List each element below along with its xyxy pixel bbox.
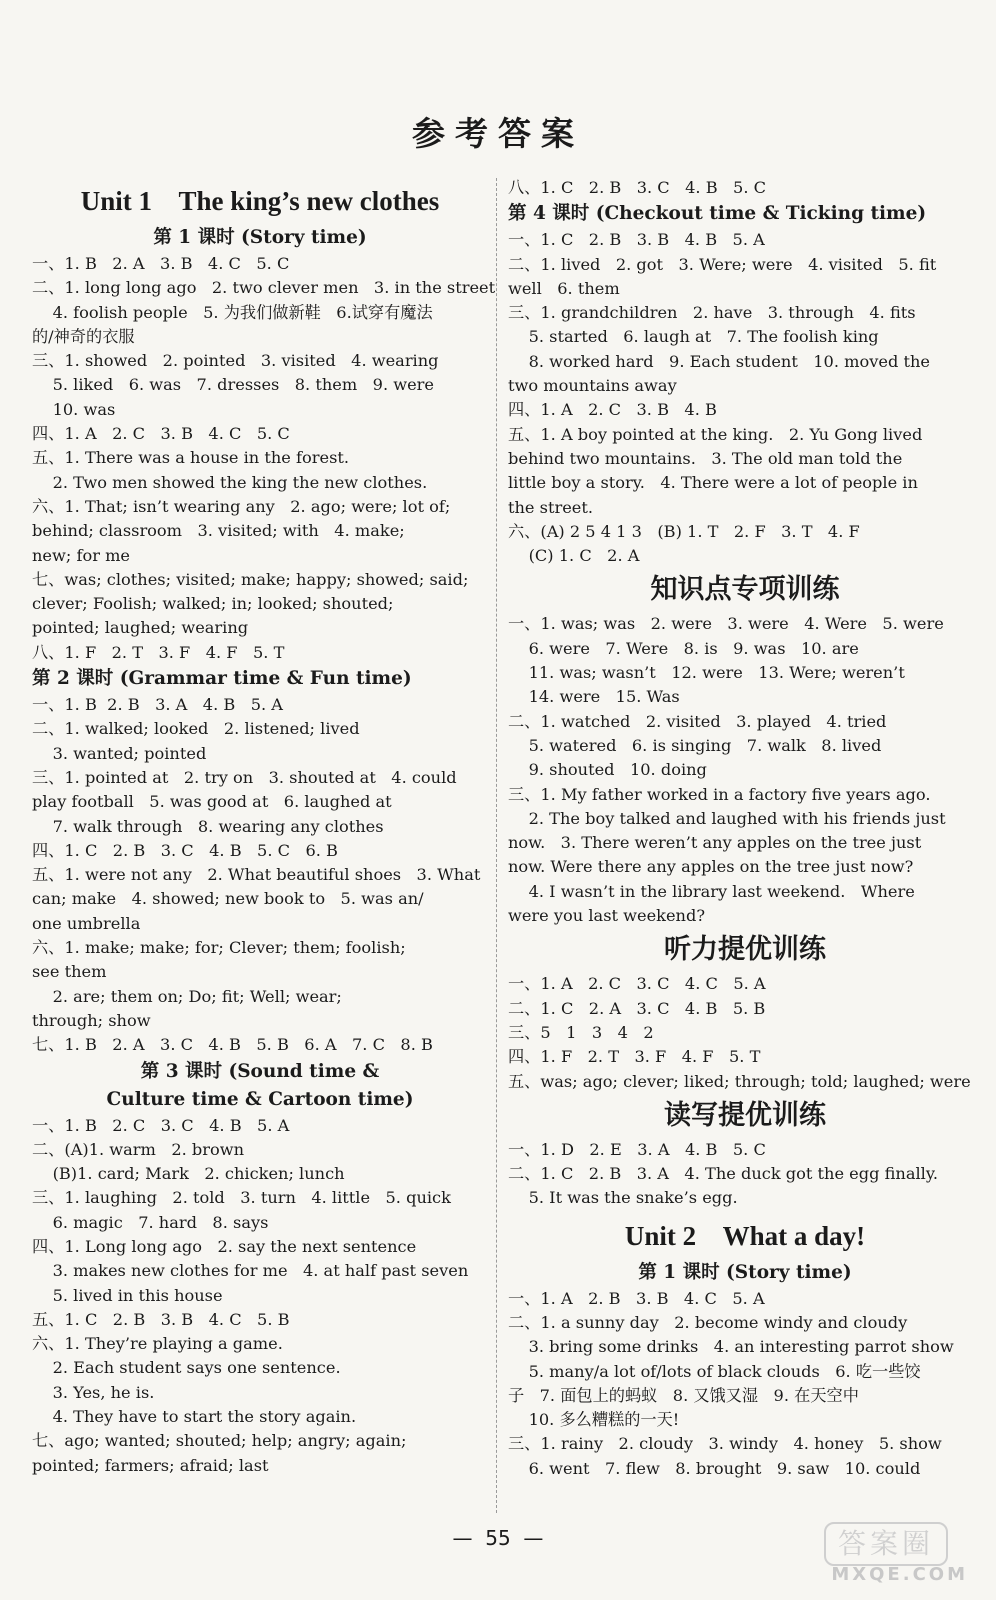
listening-training-answers bbox=[508, 972, 982, 1093]
answer-line: 五、1. There was a house in the forest. bbox=[32, 448, 350, 468]
lesson-1-answers bbox=[32, 252, 496, 665]
answer-line: 五、1. C 2. B 3. B 4. C 5. B bbox=[32, 1309, 290, 1329]
answer-line: 二、1. C 2. B 3. A 4. The duck got the egg finally. bbox=[508, 1164, 939, 1184]
answer-line: 四、1. A 2. C 3. B 4. C 5. C bbox=[32, 424, 290, 444]
unit-2-title: Unit 2 What a day! bbox=[624, 1220, 866, 1251]
page-title: 参考答案 bbox=[412, 114, 584, 153]
answer-line: 一、1. B 2. A 3. B 4. C 5. C bbox=[32, 254, 290, 273]
answer-line: 五、was; ago; clever; liked; through; told; laughed; were bbox=[508, 1071, 971, 1091]
answer-line: 5. many/a lot of/lots of black clouds 6. 吃一些饺 bbox=[508, 1361, 921, 1381]
answer-line: 5. lived in this house bbox=[32, 1285, 223, 1305]
answer-line: 四、1. A 2. C 3. B 4. B bbox=[508, 400, 717, 420]
answer-line: little boy a story. 4. There were a lot of people in bbox=[508, 473, 918, 493]
answer-line: clever; Foolish; walked; in; looked; shouted; bbox=[32, 594, 394, 614]
answer-line: behind; classroom 3. visited; with 4. make; bbox=[32, 521, 405, 541]
listening-training-title: 听力提优训练 bbox=[664, 934, 826, 966]
answer-line: 2. Two men showed the king the new clothes. bbox=[32, 472, 428, 492]
answer-line: 一、1. D 2. E 3. A 4. B 5. C bbox=[508, 1139, 766, 1159]
answer-line: 一、1. A 2. C 3. C 4. C 5. A bbox=[508, 974, 766, 994]
reading-writing-training-answers bbox=[508, 1138, 982, 1211]
answer-line: 八、1. F 2. T 3. F 4. F 5. T bbox=[32, 642, 285, 662]
answer-line: 五、1. A boy pointed at the king. 2. Yu Gong lived bbox=[508, 424, 923, 444]
answer-line: 二、1. a sunny day 2. become windy and cloudy bbox=[508, 1312, 908, 1332]
answer-line: 10. 多么糟糕的一天! bbox=[508, 1410, 680, 1430]
lesson-1-title: 第 1 课时 (Story time) bbox=[153, 227, 367, 248]
answer-line: 3. Yes, he is. bbox=[32, 1382, 155, 1402]
answer-line: 三、1. My father worked in a factory five years ago. bbox=[508, 784, 931, 804]
lesson-3-title-line-1: 第 3 课时 (Sound time & bbox=[140, 1060, 380, 1082]
answer-line: the street. bbox=[508, 497, 594, 517]
answer-line: 2. are; them on; Do; fit; Well; wear; bbox=[32, 986, 342, 1006]
answer-line: 七、1. B 2. A 3. C 4. B 5. B 6. A 7. C 8. B bbox=[32, 1035, 433, 1055]
answer-line: play football 5. was good at 6. laughed at bbox=[32, 792, 392, 812]
answer-line: 2. Each student says one sentence. bbox=[32, 1358, 341, 1378]
answer-line: 7. walk through 8. wearing any clothes bbox=[32, 816, 384, 836]
answer-line: 10. was bbox=[32, 399, 116, 419]
answer-line: can; make 4. showed; new book to 5. was an/ bbox=[32, 889, 424, 909]
answer-line: 3. bring some drinks 4. an interesting parrot show bbox=[508, 1337, 954, 1357]
answer-line: 11. was; wasn’t 12. were 13. Were; weren’t bbox=[508, 663, 905, 683]
answer-line: 5. It was the snake’s egg. bbox=[508, 1188, 738, 1208]
answer-line: 七、ago; wanted; shouted; help; angry; again; bbox=[32, 1431, 407, 1451]
watermark-site-text: MXQE.COM bbox=[831, 1564, 968, 1585]
answer-line: 四、1. Long long ago 2. say the next sentence bbox=[32, 1236, 417, 1256]
unit-2-lesson-1-answers bbox=[508, 1287, 982, 1481]
answer-line: 3. wanted; pointed bbox=[32, 743, 207, 763]
answer-line: 二、(A)1. warm 2. brown bbox=[32, 1139, 245, 1159]
unit-1-title: Unit 1 The king’s new clothes bbox=[80, 186, 440, 216]
answer-line: pointed; farmers; afraid; last bbox=[32, 1455, 269, 1475]
answer-line: well 6. them bbox=[508, 278, 620, 298]
answer-line: 六、(A) 2 5 4 1 3 (B) 1. T 2. F 3. T 4. F bbox=[508, 521, 860, 541]
lesson-2-title: 第 2 课时 (Grammar time & Fun time) bbox=[32, 668, 412, 690]
answer-line: 5. watered 6. is singing 7. walk 8. lived bbox=[508, 735, 882, 755]
answer-line: 三、5 1 3 4 2 bbox=[508, 1022, 654, 1042]
answer-line: 4. I wasn’t in the library last weekend. Where bbox=[508, 881, 915, 901]
reading-writing-training-title: 读写提优训练 bbox=[664, 1099, 826, 1131]
answer-line: 子 7. 面包上的蚂蚁 8. 又饿又湿 9. 在天空中 bbox=[508, 1385, 859, 1405]
answer-line: 5. started 6. laugh at 7. The foolish king bbox=[508, 327, 879, 347]
column-divider bbox=[496, 178, 497, 1513]
lesson-4-answers bbox=[508, 228, 982, 568]
answer-line: 一、1. C 2. B 3. B 4. B 5. A bbox=[508, 230, 765, 250]
answer-line: 4. foolish people 5. 为我们做新鞋 6.试穿有魔法 bbox=[32, 302, 433, 322]
answer-line: 四、1. C 2. B 3. C 4. B 5. C 6. B bbox=[32, 840, 338, 860]
answer-line: 七、was; clothes; visited; make; happy; showed; said; bbox=[32, 569, 469, 589]
answer-line: 6. magic 7. hard 8. says bbox=[32, 1212, 269, 1232]
answer-line: 三、1. laughing 2. told 3. turn 4. little 5. quick bbox=[32, 1188, 451, 1208]
answer-line: 14. were 15. Was bbox=[508, 687, 680, 707]
answer-line: 的/神奇的衣服 bbox=[32, 326, 135, 346]
lesson-3-title-line-2: Culture time & Cartoon time) bbox=[106, 1088, 414, 1110]
answer-line: one umbrella bbox=[32, 913, 141, 933]
knowledge-training-title: 知识点专项训练 bbox=[650, 574, 840, 606]
answer-line: see them bbox=[32, 962, 107, 982]
answer-line: (B)1. card; Mark 2. chicken; lunch bbox=[32, 1164, 345, 1184]
answer-line: 6. were 7. Were 8. is 9. was 10. are bbox=[508, 638, 859, 658]
answer-line: 3. makes new clothes for me 4. at half past seven bbox=[32, 1261, 469, 1281]
answer-line: 4. They have to start the story again. bbox=[32, 1407, 357, 1427]
answer-line: 六、1. That; isn’t wearing any 2. ago; were; lot of; bbox=[32, 496, 451, 516]
answer-line: pointed; laughed; wearing bbox=[32, 618, 249, 638]
answer-line: 二、1. walked; looked 2. listened; lived bbox=[32, 719, 360, 739]
answer-line: 一、1. B 2. C 3. C 4. B 5. A bbox=[32, 1115, 290, 1135]
answer-line: 六、1. make; make; for; Clever; them; foolish; bbox=[32, 938, 406, 958]
answer-line: 八、1. C 2. B 3. C 4. B 5. C bbox=[508, 178, 767, 197]
answer-line: 五、1. were not any 2. What beautiful shoes 3. What bbox=[32, 865, 481, 885]
lesson-2-answers bbox=[32, 693, 488, 1057]
answer-line: 三、1. rainy 2. cloudy 3. windy 4. honey 5. show bbox=[508, 1434, 942, 1454]
answer-line: (C) 1. C 2. A bbox=[508, 546, 640, 566]
answer-line: new; for me bbox=[32, 545, 131, 565]
answer-line: 二、1. watched 2. visited 3. played 4. tried bbox=[508, 711, 887, 731]
lesson-3-answers bbox=[32, 1114, 488, 1478]
answer-line: 9. shouted 10. doing bbox=[508, 760, 707, 780]
left-column bbox=[32, 176, 496, 1478]
answer-line: 三、1. showed 2. pointed 3. visited 4. wearing bbox=[32, 351, 439, 371]
answer-line: 2. The boy talked and laughed with his friends just bbox=[508, 808, 946, 828]
answer-line: 三、1. grandchildren 2. have 3. through 4. fits bbox=[508, 303, 916, 323]
lesson-4-title: 第 4 课时 (Checkout time & Ticking time) bbox=[508, 203, 927, 225]
answer-line: 四、1. F 2. T 3. F 4. F 5. T bbox=[508, 1047, 761, 1067]
answer-line: 三、1. pointed at 2. try on 3. shouted at 4. could bbox=[32, 767, 457, 787]
answer-line: 一、1. was; was 2. were 3. were 4. Were 5. were bbox=[508, 614, 944, 634]
unit-2-lesson-1-title: 第 1 课时 (Story time) bbox=[638, 1261, 852, 1283]
answer-line: through; show bbox=[32, 1010, 151, 1030]
answer-line: 二、1. lived 2. got 3. Were; were 4. visited 5. fit bbox=[508, 254, 937, 274]
lesson-3-continued-answers bbox=[508, 176, 982, 200]
watermark-logo-text: 答案圈 bbox=[824, 1522, 948, 1566]
answer-line: were you last weekend? bbox=[508, 906, 706, 926]
answer-line: 6. went 7. flew 8. brought 9. saw 10. could bbox=[508, 1458, 921, 1478]
watermark-logo bbox=[778, 1522, 978, 1588]
answer-line: two mountains away bbox=[508, 376, 677, 396]
knowledge-training-answers bbox=[508, 612, 982, 928]
answer-line: 一、1. B 2. B 3. A 4. B 5. A bbox=[32, 695, 283, 715]
right-column bbox=[508, 176, 982, 1481]
answer-line: 六、1. They’re playing a game. bbox=[32, 1334, 283, 1354]
answer-line: 8. worked hard 9. Each student 10. moved the bbox=[508, 351, 930, 371]
page-number: — 55 — bbox=[452, 1526, 544, 1550]
answer-line: 二、1. C 2. A 3. C 4. B 5. B bbox=[508, 998, 766, 1018]
answer-line: 二、1. long long ago 2. two clever men 3. in the street bbox=[32, 278, 496, 298]
answer-line: now. Were there any apples on the tree just now? bbox=[508, 857, 914, 877]
answer-line: behind two mountains. 3. The old man told the bbox=[508, 448, 903, 468]
answer-line: 一、1. A 2. B 3. B 4. C 5. A bbox=[508, 1288, 765, 1308]
answer-line: 5. liked 6. was 7. dresses 8. them 9. were bbox=[32, 375, 434, 395]
answer-line: now. 3. There weren’t any apples on the tree just bbox=[508, 833, 922, 853]
